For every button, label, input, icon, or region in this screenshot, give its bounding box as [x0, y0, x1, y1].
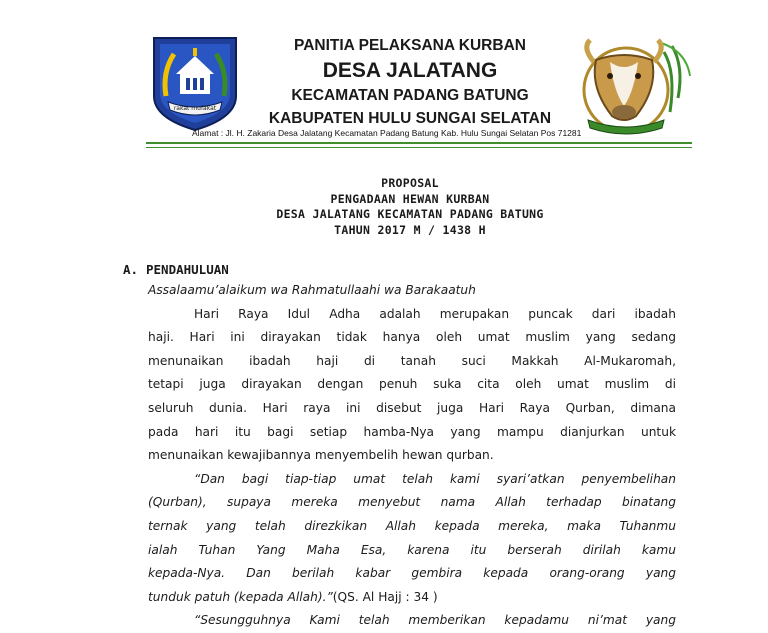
document-title	[160, 176, 660, 238]
cow-logo-icon	[574, 32, 692, 138]
letterhead-text	[240, 36, 580, 129]
quote-line: kepada-Nya. Dan berilah kabar gembira kepada orang-orang yang	[148, 566, 676, 581]
greeting: Assalaamu’alaikum wa Rahmatullaahi wa Barakaatuh	[148, 283, 476, 297]
title-line-3: DESA JALATANG KECAMATAN PADANG BATUNG	[276, 207, 544, 221]
title-line-4: TAHUN 2017 M / 1438 H	[334, 222, 486, 237]
regency-name: KABUPATEN HULU SUNGAI SELATAN	[268, 110, 552, 127]
title-line-2: PENGADAAN HEWAN KURBAN	[330, 191, 490, 206]
paragraph-line: Hari Raya Idul Adha adalah merupakan puncak dari ibadah	[194, 306, 676, 321]
quote-line: (Qurban), supaya mereka menyebut nama Allah terhadap binatang	[148, 495, 676, 510]
paragraph-line: tetapi juga dirayakan dengan penuh suka cita oleh umat muslim di	[148, 377, 676, 392]
section-number: A.	[123, 262, 139, 277]
svg-text:rakat mufakat: rakat mufakat	[173, 105, 217, 112]
district-name: KECAMATAN PADANG BATUNG	[291, 87, 529, 104]
letterhead	[0, 0, 768, 160]
quote-reference: (QS. Al Hajj : 34 )	[332, 589, 438, 604]
quote-line-end	[148, 586, 676, 610]
quote-line: “Sesungguhnya Kami telah memberikan kepadamu ni’mat yang	[194, 613, 676, 628]
section-heading	[123, 262, 229, 277]
regency-emblem-icon	[150, 34, 240, 132]
village-name: DESA JALATANG	[322, 59, 498, 82]
quote-line: ialah Tuhan Yang Maha Esa, karena itu berserah dirilah kamu	[148, 542, 676, 557]
quote-line: ternak yang telah direzkikan Allah kepada mereka, maka Tuhanmu	[148, 518, 676, 533]
title-line-1: PROPOSAL	[381, 176, 439, 190]
paragraph-line: seluruh dunia. Hari raya ini disebut juga Hari Raya Qurban, dimana	[148, 400, 676, 415]
header-rule-thin	[146, 147, 692, 148]
quote-end-text: tunduk patuh (kepada Allah).”	[148, 589, 333, 604]
document-body	[148, 279, 676, 633]
header-rule	[146, 142, 692, 144]
quote-line: “Dan bagi tiap-tiap umat telah kami syari’atkan penyembelihan	[194, 471, 676, 486]
section-title: PENDAHULUAN	[146, 262, 229, 277]
paragraph-line: menunaikan kewajibannya menyembelih hewan qurban.	[148, 448, 494, 463]
address-line: Alamat : Jl. H. Zakaria Desa Jalatang Kecamatan Padang Batung Kab. Hulu Sungai Selatan Pos 71281	[192, 128, 582, 138]
paragraph-line: pada hari itu bagi setiap hamba-Nya yang mampu dianjurkan untuk	[148, 424, 676, 439]
paragraph-line: menunaikan ibadah haji di tanah suci Makkah Al-Mukaromah,	[148, 353, 676, 368]
paragraph-line: haji. Hari ini dirayakan tidak hanya oleh umat muslim yang sedang	[148, 330, 676, 345]
committee-name: PANITIA PELAKSANA KURBAN	[294, 37, 526, 54]
